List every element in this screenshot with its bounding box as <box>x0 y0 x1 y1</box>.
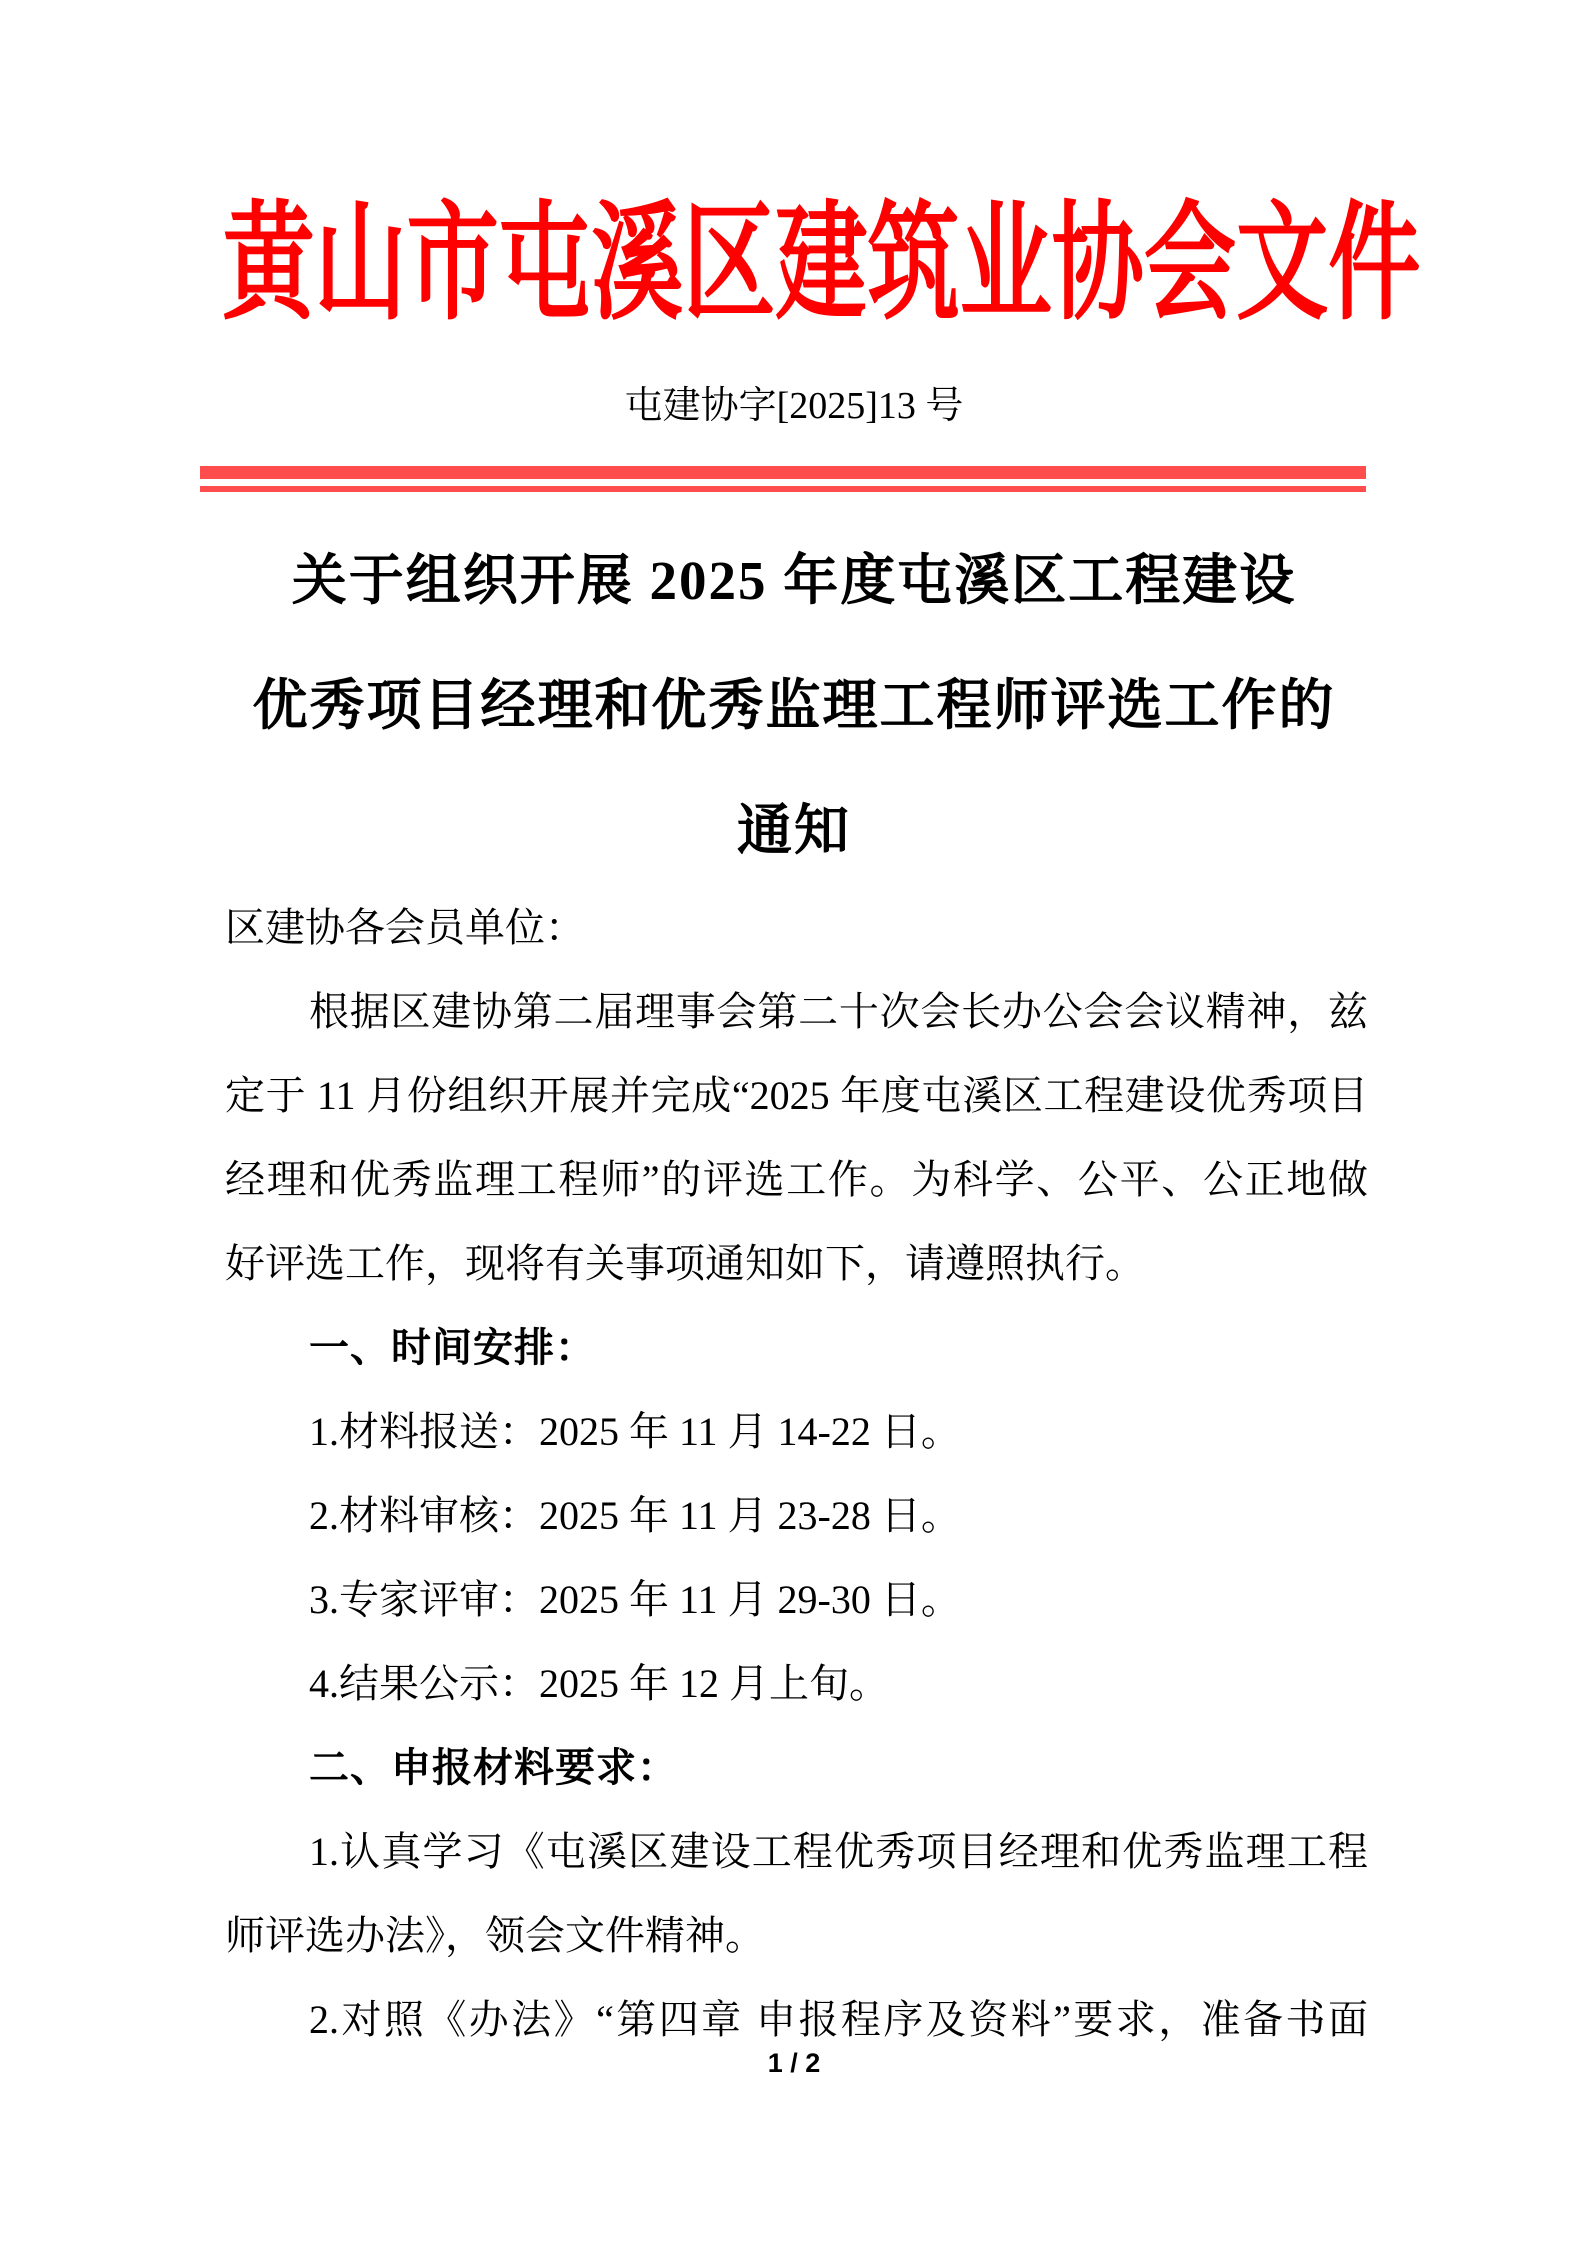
document-body <box>225 886 1368 2062</box>
org-title: 黄山市屯溪区建筑业协会文件 <box>222 193 1421 335</box>
paragraph-line: 定于 11 月份组织开展并完成“2025 年度屯溪区工程建设优秀项目 <box>225 1073 1368 1118</box>
list-item-schedule-4: 4.结果公示：2025 年 12 月上旬。 <box>309 1661 889 1706</box>
document-title-line-3: 通知 <box>736 800 851 861</box>
list-item-requirement-2: 2.对照《办法》“第四章 申报程序及资料”要求，准备书面 <box>309 1997 1368 2042</box>
paragraph-line: 好评选工作，现将有关事项通知如下，请遵照执行。 <box>225 1241 1145 1286</box>
document-title <box>0 518 1588 893</box>
salutation-line: 区建协各会员单位： <box>225 905 585 950</box>
section-heading-2: 二、申报材料要求： <box>309 1746 678 1790</box>
red-rule-thick <box>200 466 1366 479</box>
paragraph-line: 根据区建协第二届理事会第二十次会长办公会会议精神，兹 <box>309 989 1368 1034</box>
document-title-line-2: 优秀项目经理和优秀监理工程师评选工作的 <box>252 675 1336 736</box>
list-item-schedule-2: 2.材料审核：2025 年 11 月 23-28 日。 <box>309 1493 961 1538</box>
list-item-schedule-3: 3.专家评审：2025 年 11 月 29-30 日。 <box>309 1577 961 1622</box>
list-item-schedule-1: 1.材料报送：2025 年 11 月 14-22 日。 <box>309 1409 961 1454</box>
list-item-requirement-1-cont: 师评选办法》，领会文件精神。 <box>225 1913 765 1958</box>
paragraph-line: 经理和优秀监理工程师”的评选工作。为科学、公平、公正地做 <box>225 1157 1368 1202</box>
list-item-requirement-1: 1.认真学习《屯溪区建设工程优秀项目经理和优秀监理工程 <box>309 1829 1368 1874</box>
doc-number: 屯建协字[2025]13 号 <box>624 385 964 427</box>
document-title-line-1: 关于组织开展 2025 年度屯溪区工程建设 <box>291 550 1297 611</box>
page-number: 1 / 2 <box>767 2048 821 2078</box>
red-rule-thin <box>200 486 1366 492</box>
section-heading-1: 一、时间安排： <box>309 1326 596 1370</box>
